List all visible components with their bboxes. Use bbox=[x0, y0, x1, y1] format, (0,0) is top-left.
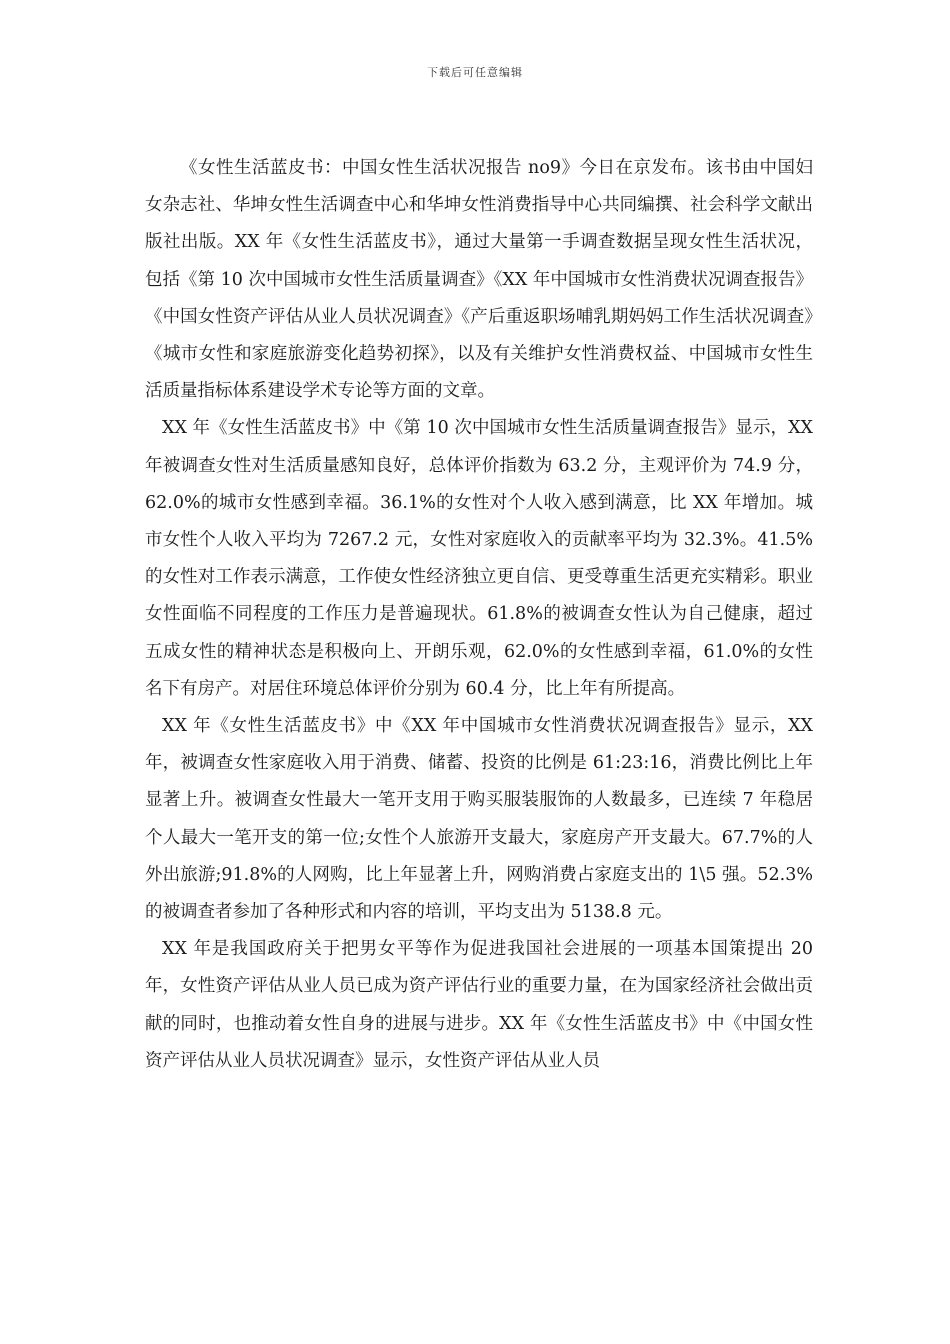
paragraph-consumption-survey: XX 年《女性生活蓝皮书》中《XX 年中国城市女性消费状况调查报告》显示，XX 年，被调查女性家庭收入用于消费、储蓄、投资的比例是 61:23:16，消费比例比上年显著上升。被调查女性最大一笔开支用于购买服装服饰的人数最多，已连续 7 年稳居个人最大一笔开支的第一位;女性个人旅游开支最大，家庭房产开支最大。67.7%的人外出旅游;91.8%的人网购，比上年显著上升，网购消费占家庭支出的 1\5 强。52.3%的被调查者参加了各种形式和内容的培训，平均支出为 5138.8 元。 bbox=[145, 716, 813, 923]
document-body bbox=[145, 150, 813, 1080]
page-header: 下载后可任意编辑 bbox=[427, 66, 523, 79]
paragraph-asset-appraisal: XX 年是我国政府关于把男女平等作为促进我国社会进展的一项基本国策提出 20 年，女性资产评估从业人员已成为资产评估行业的重要力量，在为国家经济社会做出贡献的同时，也推动着女性自身的进展与进步。XX 年《女性生活蓝皮书》中《中国女性资产评估从业人员状况调查》显示，女性资产评估从业人员 bbox=[145, 939, 813, 1071]
paragraph-quality-survey: XX 年《女性生活蓝皮书》中《第 10 次中国城市女性生活质量调查报告》显示，XX 年被调查女性对生活质量感知良好，总体评价指数为 63.2 分，主观评价为 74.9 分，62.0%的城市女性感到幸福。36.1%的女性对个人收入感到满意，比 XX 年增加。城市女性个人收入平均为 7267.2 元，女性对家庭收入的贡献率平均为 32.3%。41.5%的女性对工作表示满意，工作使女性经济独立更自信、更受尊重生活更充实精彩。职业女性面临不同程度的工作压力是普遍现状。61.8%的被调查女性认为自己健康，超过五成女性的精神状态是积极向上、开朗乐观，62.0%的女性感到幸福，61.0%的女性名下有房产。对居住环境总体评价分别为 60.4 分，比上年有所提高。 bbox=[145, 418, 813, 699]
paragraph-intro: 《女性生活蓝皮书：中国女性生活状况报告 no9》今日在京发布。该书由中国妇女杂志社、华坤女性生活调查中心和华坤女性消费指导中心共同编撰、社会科学文献出版社出版。XX 年《女性生活蓝皮书》，通过大量第一手调查数据呈现女性生活状况，包括《第 10 次中国城市女性生活质量调查》《XX 年中国城市女性消费状况调查报告》《中国女性资产评估从业人员状况调查》《产后重返职场哺乳期妈妈工作生活状况调查》《城市女性和家庭旅游变化趋势初探》，以及有关维护女性消费权益、中国城市女性生活质量指标体系建设学术专论等方面的文章。 bbox=[145, 158, 813, 402]
